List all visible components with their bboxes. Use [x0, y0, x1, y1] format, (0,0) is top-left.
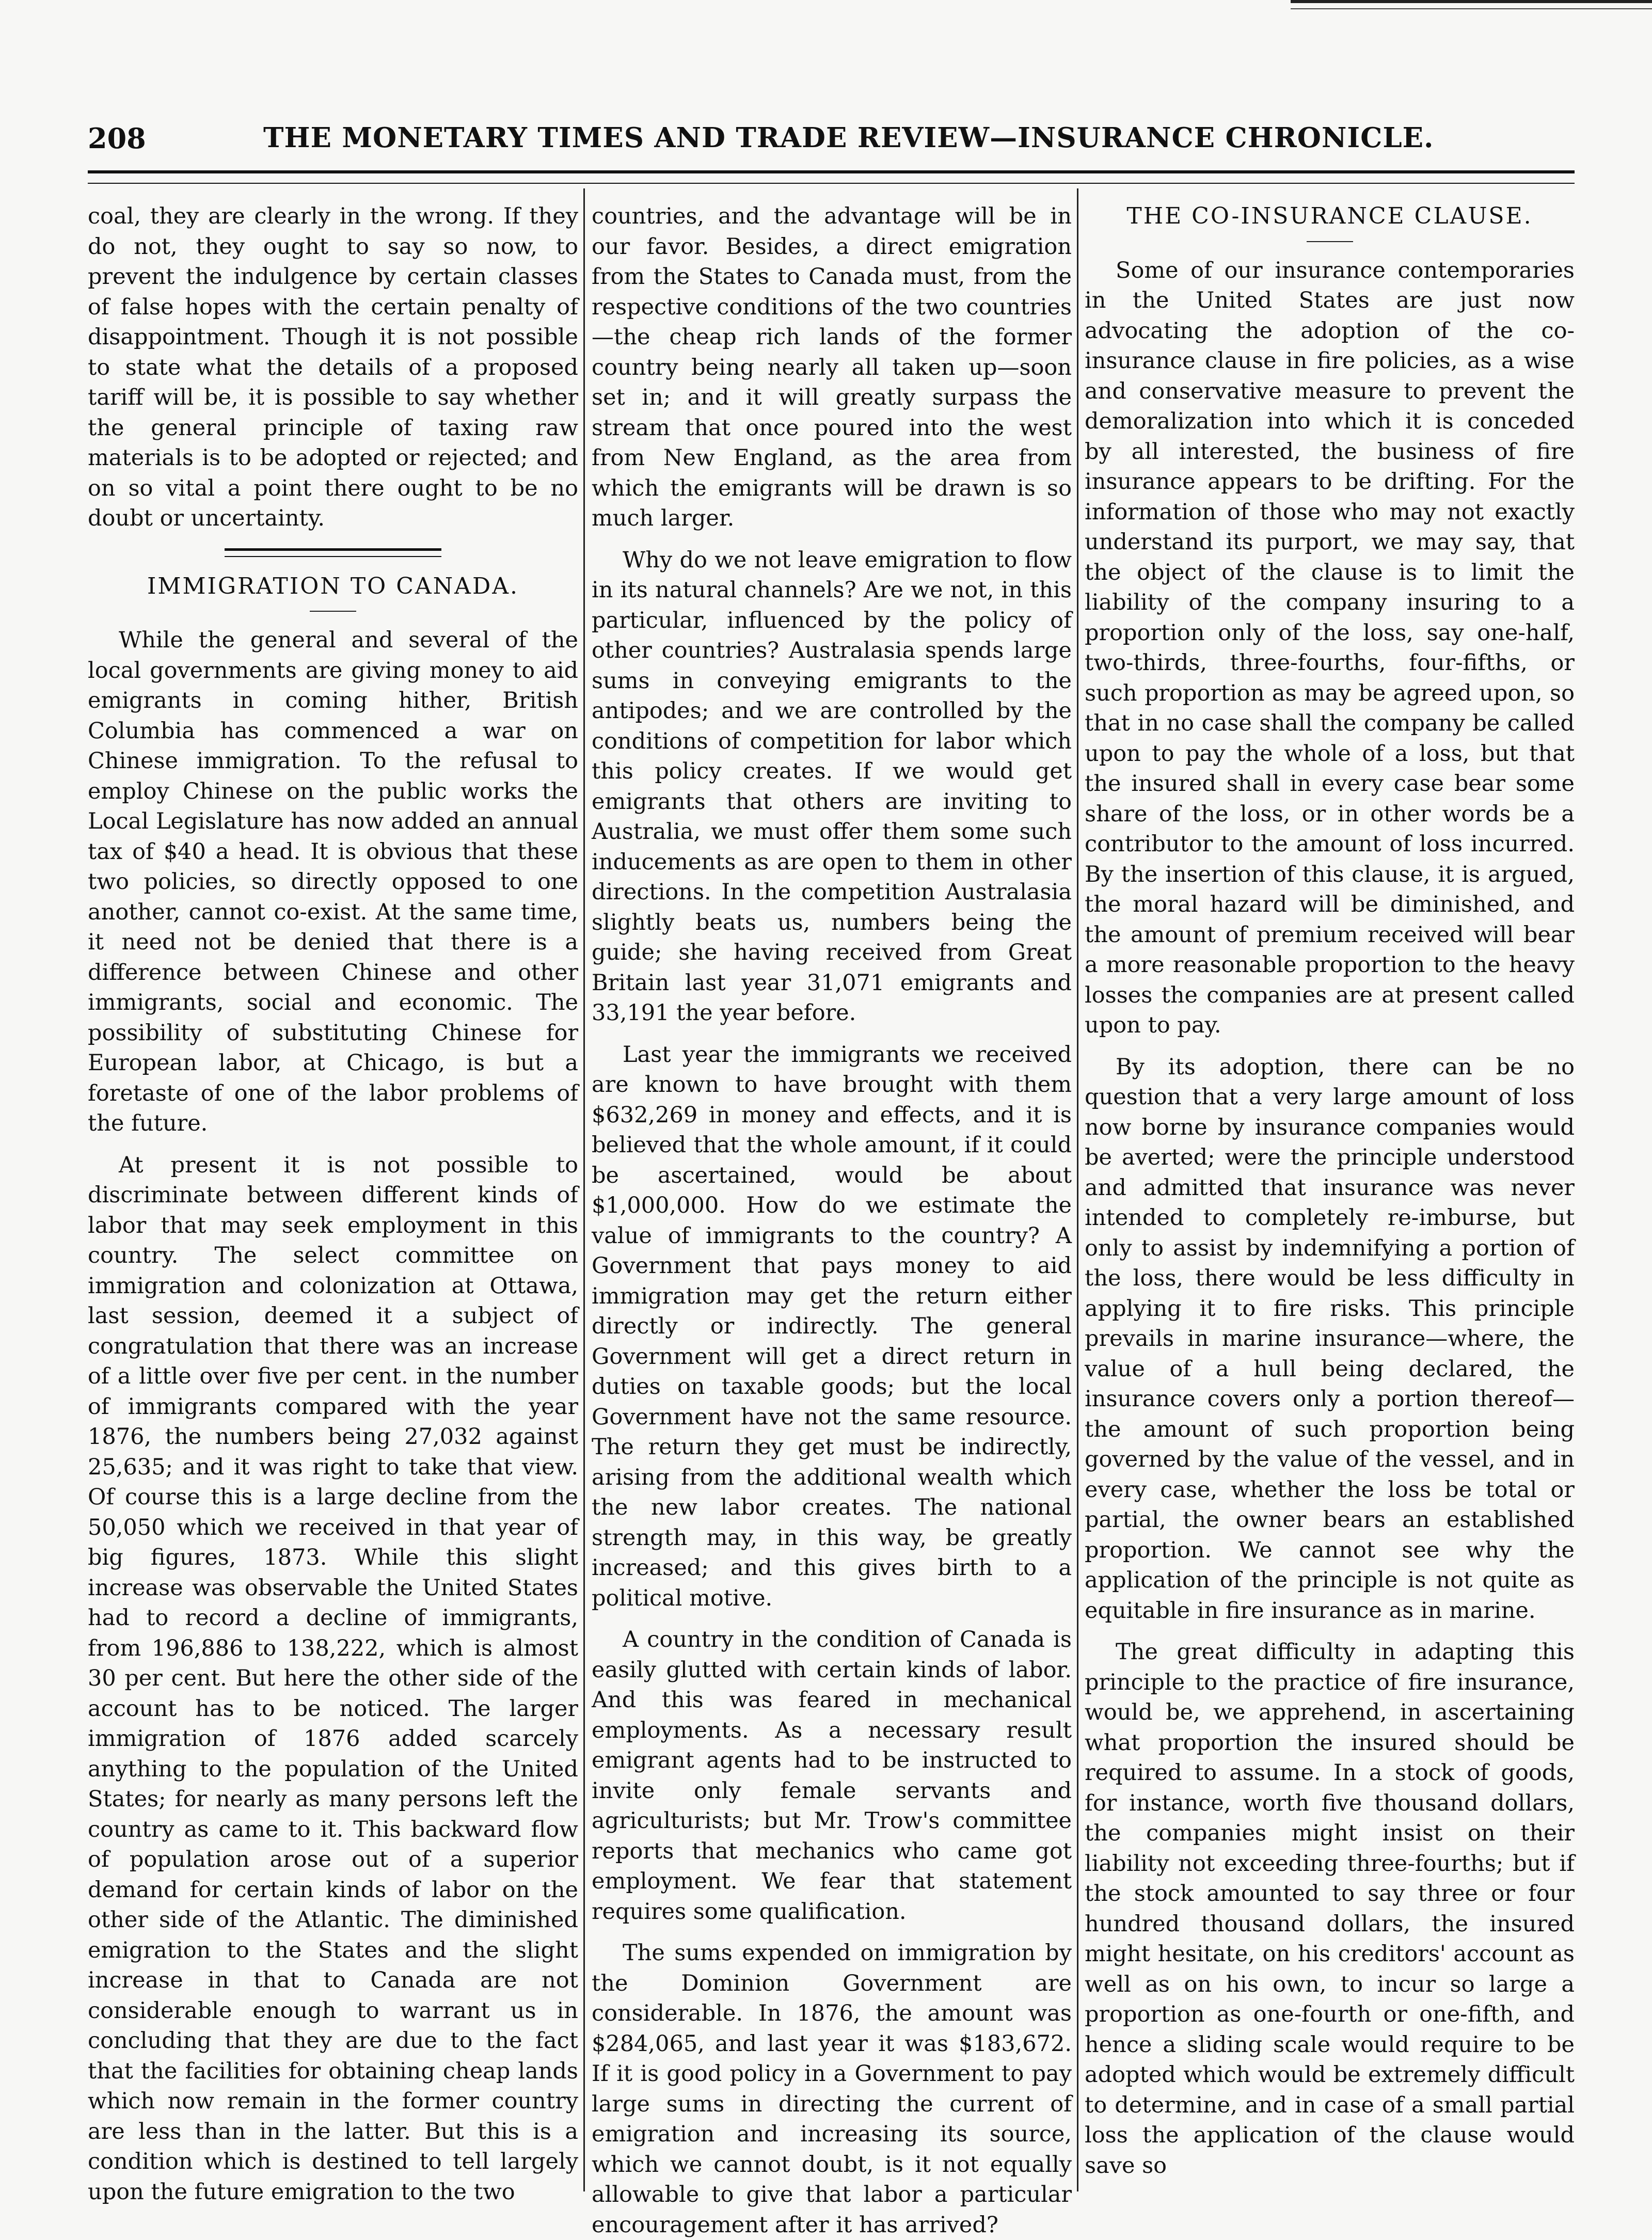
article-heading-immigration: IMMIGRATION TO CANADA. [147, 573, 519, 599]
column-divider [1077, 188, 1078, 2191]
article-paragraph: Why do we not leave emigration to flow in its natural channels? Are we not, in this particular, influenced by the policy of other countries? Australasia spends large sums in conveying emigrants to the antipodes; and we are controlled by the conditions of competition for labor which this policy creates. If we would get emigrants that others are inviting to Australia, we must offer them some such inducements as are open to them in other directions. In the competition Australasia slightly beats us, numbers being the guide; she having received from Great Britain last year 31,071 emigrants and 33,191 the year before. [592, 547, 1072, 1026]
header-rule [88, 170, 1575, 184]
column-two [592, 201, 1072, 2238]
article-paragraph: Last year the immigrants we received are known to have brought with them $632,269 in money and effects, and it is believed that the whole amount, if it could be ascertained, would be about $1,000,000. How do we estimate the value of immigrants to the country? A Government that pays money to aid immigration may get the return either directly or indirectly. The general Government will get a direct return in duties on taxable goods; but the local Government have not the same resource. The return they get must be indirectly, arising from the additional wealth which the new labor creates. The national strength may, in this way, be greatly increased; and this gives birth to a political motive. [592, 1041, 1072, 1611]
article-separator [225, 548, 441, 557]
column-one [88, 201, 578, 2205]
article-paragraph: The great difficulty in adapting this principle to the practice of fire insurance, would be, we apprehend, in ascertaining what proportion the insured should be required to assume. In a stock of goods, for instance, worth five thousand dollars, the companies might insist on their liability not exceeding three-fourths; but if the stock amounted to say three or four hundred thousand dollars, the insured might hesitate, on his creditors' account as well as on his own, to incur so large a proportion as one-fourth or one-fifth, and hence a sliding scale would require to be adopted which would be extremely difficult to determine, and in case of a small partial loss the application of the clause would save so [1085, 1639, 1575, 2179]
scan-edge-rule [1291, 0, 1652, 9]
journal-title: THE MONETARY TIMES AND TRADE REVIEW—INSURANCE CHRONICLE. [263, 122, 1434, 154]
article-paragraph: By its adoption, there can be no question that a very large amount of loss now borne by insurance companies would be averted; were the principle understood and admitted that insurance was never intended to completely re-imburse, but only to assist by indemnifying a portion of the loss, there would be less difficulty in applying it to fire risks. This principle prevails in marine insurance—where, the value of a hull being declared, the insurance covers only a portion thereof—the amount of such proportion being governed by the value of the vessel, and in every case, whether the loss be total or partial, the owner bears an established proportion. We cannot see why the application of the principle is not quite as equitable in fire insurance as in marine. [1085, 1054, 1575, 1624]
article-heading-co-insurance: THE CO-INSURANCE CLAUSE. [1126, 203, 1533, 229]
article-paragraph: At present it is not possible to discriminate between different kinds of labor that may seek employment in this country. The select committee on immigration and colonization at Ottawa, last session, deemed it a subject of congratulation that there was an increase of a little over five per cent. in the number of immigrants compared with the year 1876, the numbers being 27,032 against 25,635; and it was right to take that view. Of course this is a large decline from the 50,050 which we received in that year of big figures, 1873. While this slight increase was observable the United States had to record a decline of immigrants, from 196,886 to 138,222, which is almost 30 per cent. But here the other side of the account has to be noticed. The larger immigration of 1876 added scarcely anything to the population of the United States; for nearly as many persons left the country as came to it. This backward flow of population arose out of a superior demand for certain kinds of labor on the other side of the Atlantic. The diminished emigration to the States and the slight increase in that to Canada are not considerable enough to warrant us in concluding that they are due to the fact that the facilities for obtaining cheap lands which now remain in the former country are less than in the latter. But this is a condition which is destined to tell largely upon the future emigration to the two [88, 1152, 578, 2205]
page-header [88, 122, 1575, 163]
article-paragraph: Some of our insurance contemporaries in the United States are just now advocating the adoption of the co-insurance clause in fire policies, as a wise and conservative measure to prevent the demoralization into which it is conceded by all interested, the business of fire insurance appears to be drifting. For the information of those who may not exactly understand its purport, we may say, that the object of the clause is to limit the liability of the company insuring to a proportion only of the loss, say one-half, two-thirds, three-fourths, four-fifths, or such proportion as may be agreed upon, so that in no case shall the company be called upon to pay the whole of a loss, but that the insured shall in every case bear some share of the loss, or in other words be a contributor to the amount of loss incurred. By the insertion of this clause, it is argued, the moral hazard will be diminished, and the amount of premium received will bear a more reasonable proportion to the heavy losses the companies are at present called upon to pay. [1085, 257, 1575, 1038]
article-paragraph: countries, and the advantage will be in our favor. Besides, a direct emigration from the States to Canada must, from the respective conditions of the two countries—the cheap rich lands of the former country being nearly all taken up—soon set in; and it will greatly surpass the stream that once poured into the west from New England, as the area from which the emigrants will be drawn is so much larger. [592, 203, 1072, 531]
heading-rule [310, 611, 356, 612]
article-continuation: coal, they are clearly in the wrong. If they do not, they ought to say so now, to prevent the indulgence by certain classes of false hopes with the certain penalty of disappointment. Though it is not possible to state what the details of a proposed tariff will be, it is possible to say whether the general principle of taxing raw materials is to be adopted or rejected; and on so vital a point there ought to be no doubt or uncertainty. [88, 203, 578, 531]
column-divider [583, 188, 585, 2191]
column-three [1085, 201, 1575, 2179]
newspaper-page [88, 103, 1575, 2238]
article-paragraph: While the general and several of the local governments are giving money to aid emigrants in coming hither, British Columbia has commenced a war on Chinese immigration. To the refusal to employ Chinese on the public works the Local Legislature has now added an annual tax of $40 a head. It is obvious that these two policies, so directly opposed to one another, cannot co-exist. At the same time, it need not be denied that there is a difference between Chinese and other immigrants, social and economic. The possibility of substituting Chinese for European labor, at Chicago, is but a foretaste of one of the labor problems of the future. [88, 627, 578, 1136]
page-number: 208 [88, 122, 146, 155]
article-paragraph: A country in the condition of Canada is easily glutted with certain kinds of labor. And this was feared in mechanical employments. As a necessary result emigrant agents had to be instructed to invite only female servants and agriculturists; but Mr. Trow's committee reports that mechanics who came got employment. We fear that statement requires some qualification. [592, 1627, 1072, 1925]
article-paragraph: The sums expended on immigration by the Dominion Government are considerable. In 1876, the amount was $284,065, and last year it was $183,672. If it is good policy in a Government to pay large sums in directing the current of emigration and increasing its source, which we cannot doubt, is it not equally allowable to give that labor a particular encouragement after it has arrived? [592, 1940, 1072, 2238]
heading-rule [1307, 241, 1353, 242]
